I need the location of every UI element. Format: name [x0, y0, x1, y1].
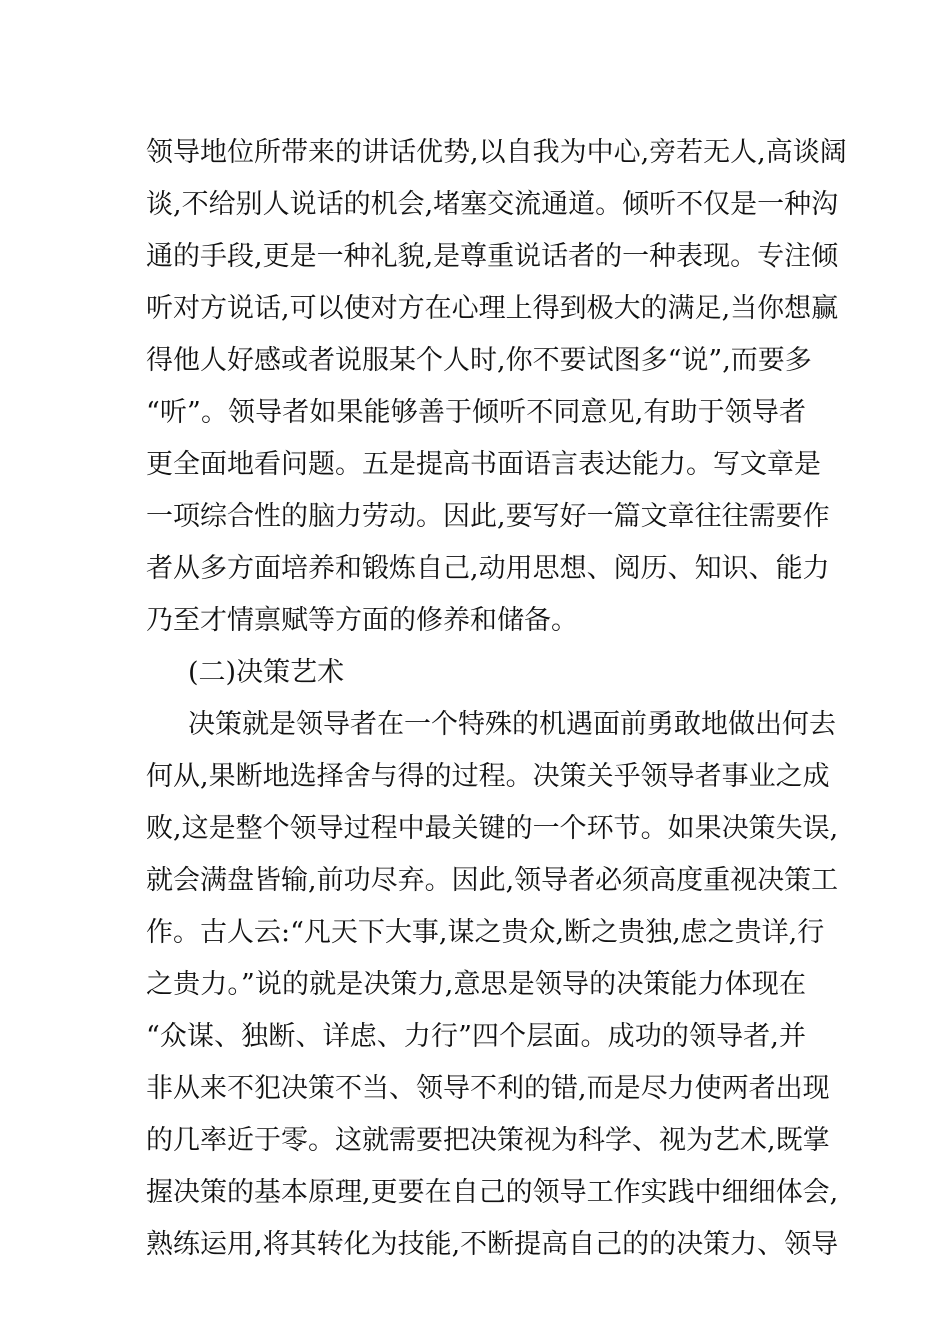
text-line: 者从多方面培养和锻炼自己,动用思想、阅历、知识、能力 — [146, 553, 830, 584]
text-line: 听对方说话,可以使对方在心理上得到极大的满足,当你想赢 — [146, 293, 839, 324]
text-line: 领导地位所带来的讲话优势,以自我为中心,旁若无人,高谈阔 — [146, 137, 847, 168]
text-line: 何从,果断地选择舍与得的过程。决策关乎领导者事业之成 — [146, 761, 830, 792]
text-line: 乃至才情禀赋等方面的修养和储备。 — [146, 605, 578, 636]
text-line: 作。古人云:“凡天下大事,谋之贵众,断之贵独,虑之贵详,行 — [146, 917, 825, 948]
body-text — [146, 127, 847, 1271]
text-line: 谈,不给别人说话的机会,堵塞交流通道。倾听不仅是一种沟 — [146, 189, 839, 220]
text-line: 一项综合性的脑力劳动。因此,要写好一篇文章往往需要作 — [146, 501, 830, 532]
text-line: 更全面地看问题。五是提高书面语言表达能力。写文章是 — [146, 449, 821, 480]
section-heading: (二)决策艺术 — [188, 657, 345, 688]
text-line: 决策就是领导者在一个特殊的机遇面前勇敢地做出何去 — [188, 709, 836, 740]
text-line: 败,这是整个领导过程中最关键的一个环节。如果决策失误, — [146, 813, 839, 844]
text-line: 得他人好感或者说服某个人时,你不要试图多“说”,而要多 — [146, 345, 812, 376]
text-line: 非从来不犯决策不当、领导不利的错,而是尽力使两者出现 — [146, 1073, 830, 1104]
paragraph-decision-art — [146, 699, 839, 1271]
paragraph-listening — [146, 127, 847, 647]
text-line: 的几率近于零。这就需要把决策视为科学、视为艺术,既掌 — [146, 1125, 830, 1156]
text-line: 熟练运用,将其转化为技能,不断提高自己的的决策力、领导 — [146, 1229, 839, 1260]
text-line: 之贵力。”说的就是决策力,意思是领导的决策能力体现在 — [146, 969, 806, 1000]
text-line: 就会满盘皆输,前功尽弃。因此,领导者必须高度重视决策工 — [146, 865, 839, 896]
text-line: 握决策的基本原理,更要在自己的领导工作实践中细细体会, — [146, 1177, 839, 1208]
text-line: 通的手段,更是一种礼貌,是尊重说话者的一种表现。专注倾 — [146, 241, 839, 272]
text-line: “听”。领导者如果能够善于倾听不同意见,有助于领导者 — [146, 397, 806, 428]
text-line: “众谋、独断、详虑、力行”四个层面。成功的领导者,并 — [146, 1021, 806, 1052]
